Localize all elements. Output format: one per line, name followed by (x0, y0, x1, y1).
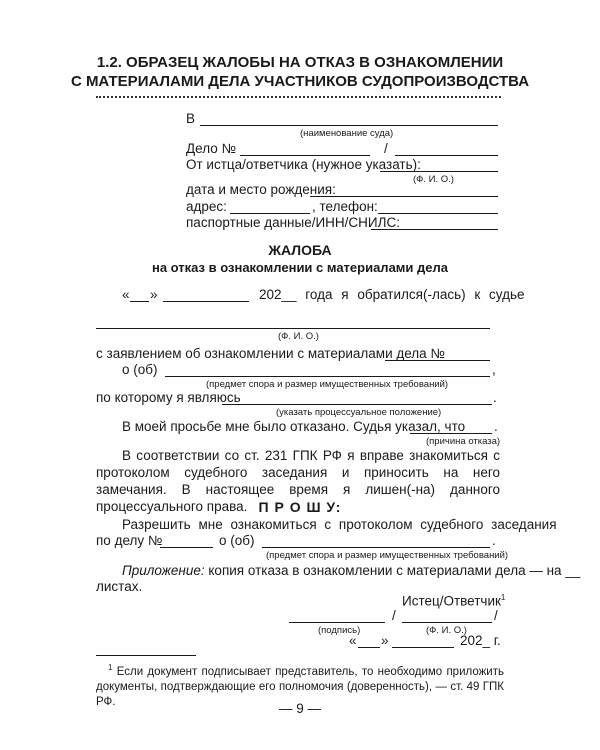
subject-hint: (предмет спора и размер имущественных требований) (206, 379, 449, 390)
date-quote-close: » (150, 287, 158, 302)
signature-role-text: Истец/Ответчик (402, 593, 501, 609)
subject-comma: , (492, 362, 496, 377)
court-name-field (200, 125, 498, 126)
plaintiff-name-field (380, 171, 498, 172)
judge-fio-hint: (Ф. И. О.) (278, 331, 319, 342)
request-title: П Р О Ш У: (258, 499, 342, 515)
case-slash: / (384, 141, 388, 156)
plaintiff-fio-hint: (Ф. И. О.) (413, 174, 454, 185)
sign-date-month-field (392, 647, 454, 648)
request-case-text: по делу № (96, 533, 163, 548)
sign-date-year: 202_ г. (460, 633, 501, 648)
address-label: адрес: (186, 199, 227, 214)
court-label: В (186, 111, 196, 126)
phone-field (378, 213, 498, 214)
page-number: — 9 — (278, 701, 321, 716)
plaintiff-label: От истца/ответчика (нужное указать): (186, 157, 421, 172)
subject-field (165, 376, 490, 377)
signature-fio-field (402, 622, 492, 623)
section-heading-line2: С МАТЕРИАЛАМИ ДЕЛА УЧАСТНИКОВ СУДОПРОИЗВОДСТВА (70, 73, 530, 90)
case-year-field (395, 155, 498, 156)
judge-name-field (96, 328, 490, 329)
passport-label: паспортные данные/ИНН/СНИЛС: (186, 215, 400, 230)
party-period: . (493, 390, 497, 405)
request-line1: Разрешить мне ознакомиться с протоколом судебного заседания (122, 517, 557, 532)
request-subject-field (262, 547, 490, 548)
court-hint: (наименование суда) (300, 128, 394, 139)
party-status-field (222, 404, 492, 405)
footnote-divider (96, 655, 196, 656)
appendix-text: копия отказа в ознакомлении с материалами дела — на __ (204, 563, 581, 578)
subject-o-ob: о (об) (122, 362, 158, 377)
statement-case-field (385, 360, 490, 361)
statement-text: с заявлением об ознакомлении с материалами дела № (96, 346, 445, 361)
signature-role (402, 590, 505, 610)
section-heading-line1: 1.2. ОБРАЗЕЦ ЖАЛОБЫ НА ОТКАЗ В ОЗНАКОМЛЕНИИ (96, 54, 504, 71)
party-text: по которому я являюсь (96, 390, 241, 405)
signature-footnote-mark: 1 (500, 593, 506, 602)
case-number-field (240, 155, 370, 156)
request-o-ob: о (об) (219, 533, 255, 548)
appendix-label: Приложение: (122, 563, 205, 578)
sign-date-quote-close: » (381, 633, 389, 648)
address-field (230, 213, 310, 214)
date-day-field (130, 301, 149, 302)
appendix-line (122, 563, 580, 579)
date-quote-open: « (122, 287, 130, 302)
signature-slash-2: / (494, 608, 498, 623)
signature-fio-hint: (Ф. И. О.) (426, 625, 467, 636)
complaint-title: ЖАЛОБА (268, 242, 332, 258)
signature-slash-1: / (392, 608, 396, 623)
passport-field (371, 229, 498, 230)
request-subject-hint: (предмет спора и размер имущественных требований) (266, 550, 509, 561)
request-period: . (492, 533, 496, 548)
case-label: Дело № (186, 141, 236, 156)
signature-hint: (подпись) (318, 625, 361, 636)
reason-hint: (причина отказа) (426, 436, 501, 447)
appendix-text2: листах. (96, 579, 143, 594)
signature-field (289, 622, 385, 623)
heading-divider (96, 96, 501, 98)
date-month-field (163, 301, 249, 302)
birth-field (310, 196, 498, 197)
footnote-mark: 1 (108, 663, 113, 672)
status-hint: (указать процессуальное положение) (276, 407, 442, 418)
refusal-text: В моей просьбе мне было отказано. Судья указал, что (122, 419, 466, 434)
refusal-period: . (494, 419, 498, 434)
birth-label: дата и место рождения: (186, 182, 336, 197)
complaint-subtitle: на отказ в ознакомлении с материалами дела (151, 260, 448, 275)
sign-date-quote-open: « (349, 633, 357, 648)
phone-label: , телефон: (312, 199, 378, 214)
request-case-field (160, 547, 213, 548)
footnote-text: Если документ подписывает представитель, то необходимо приложить документы, подтверждающие его полномочия (доверенность), — ст. 49 ГПК РФ. (96, 665, 504, 708)
sign-date-day-field (358, 647, 380, 648)
refusal-reason-field (410, 433, 492, 434)
year-text: 202__ года я обратился(-лась) к судье (259, 287, 525, 302)
law-paragraph: В соответствии со ст. 231 ГПК РФ я вправе знакомиться с протоколом судебного заседания и приносить на него замечания. В настоящее время я лишен(-на) данного процессуального права. (96, 448, 500, 514)
